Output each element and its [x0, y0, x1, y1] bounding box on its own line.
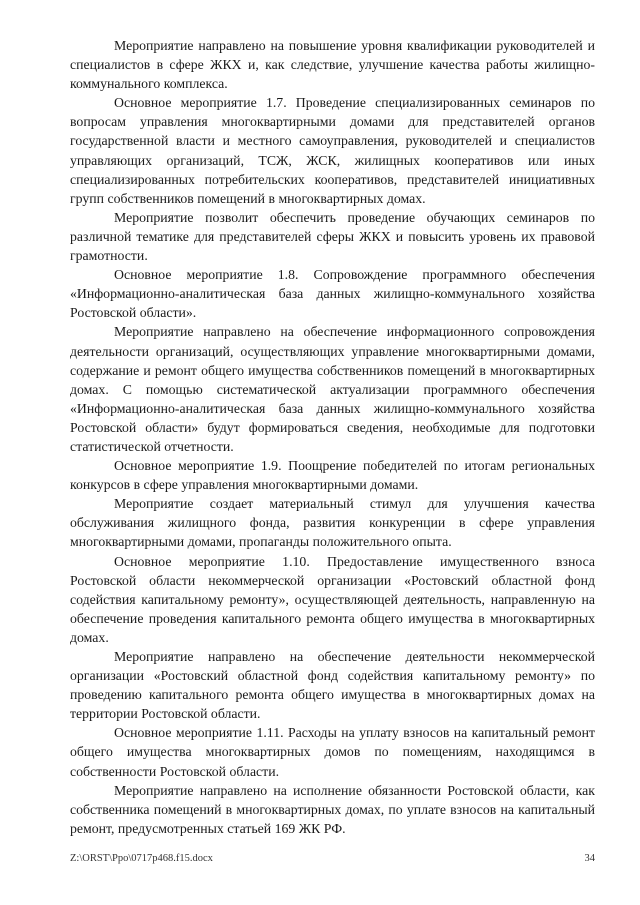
paragraph: Мероприятие направлено на повышение уровня квалификации руководителей и специалистов в сфере ЖКХ и, как следствие, улучшение качества работы жилищно-коммунального комплекса.: [70, 38, 595, 92]
paragraph: Основное мероприятие 1.7. Проведение специализированных семинаров по вопросам управления многоквартирными домами для представителей органов государственной власти и местного самоуправления, руководителей и специалистов управляющих организаций, ТСЖ, ЖСК, жилищных кооперативов или иных специализированных потребительских кооперативов, представителей инициативных групп собственников помещений в многоквартирных домах.: [70, 95, 595, 206]
paragraph: Мероприятие направлено на исполнение обязанности Ростовской области, как собственника помещений в многоквартирных домах, по уплате взносов на капитальный ремонт, предусмотренных статьей 169 ЖК РФ.: [70, 782, 595, 836]
paragraph: Мероприятие направлено на обеспечение информационного сопровождения деятельности организаций, осуществляющих управление многоквартирными домами, содержание и ремонт общего имущества собственников помещений в многоквартирных домах. С помощью систематической актуализации программного обеспечения «Информационно-аналитическая база данных жилищно-коммунального хозяйства Ростовской области» будут формироваться сведения, необходимые для подготовки статистической отчетности.: [70, 324, 595, 454]
paragraph: Мероприятие создает материальный стимул для улучшения качества обслуживания жилищного фонда, развития конкуренции в сфере управления многоквартирными домами, пропаганды положительного опыта.: [70, 496, 595, 550]
paragraph: Основное мероприятие 1.11. Расходы на уплату взносов на капитальный ремонт общего имущества многоквартирных домов по помещениям, находящимся в собственности Ростовской области.: [70, 725, 595, 779]
paragraph: Мероприятие позволит обеспечить проведение обучающих семинаров по различной тематике для представителей сферы ЖКХ и повысить уровень их правовой грамотности.: [70, 209, 595, 264]
paragraph: Основное мероприятие 1.8. Сопровождение программного обеспечения «Информационно-аналитическая база данных жилищно-коммунального хозяйства Ростовской области».: [70, 267, 595, 321]
paragraph: Мероприятие направлено на обеспечение деятельности некоммерческой организации «Ростовский областной фонд содействия капитальному ремонту» по проведению капитального ремонта общего имущества в многоквартирных домах на территории Ростовской области.: [70, 649, 595, 722]
page-number: 34: [584, 853, 595, 864]
document-body: [70, 36, 595, 838]
file-path: Z:\ORST\Ppo\0717p468.f15.docx: [70, 853, 213, 864]
paragraph: Основное мероприятие 1.9. Поощрение победителей по итогам региональных конкурсов в сфере управления многоквартирными домами.: [70, 458, 595, 493]
paragraph: Основное мероприятие 1.10. Предоставление имущественного взноса Ростовской области некоммерческой организации «Ростовский областной фонд содействия капитальному ремонту», осуществляющей деятельность, направленную на обеспечение проведения капитального ремонта общего имущества в многоквартирных домах.: [70, 553, 595, 645]
